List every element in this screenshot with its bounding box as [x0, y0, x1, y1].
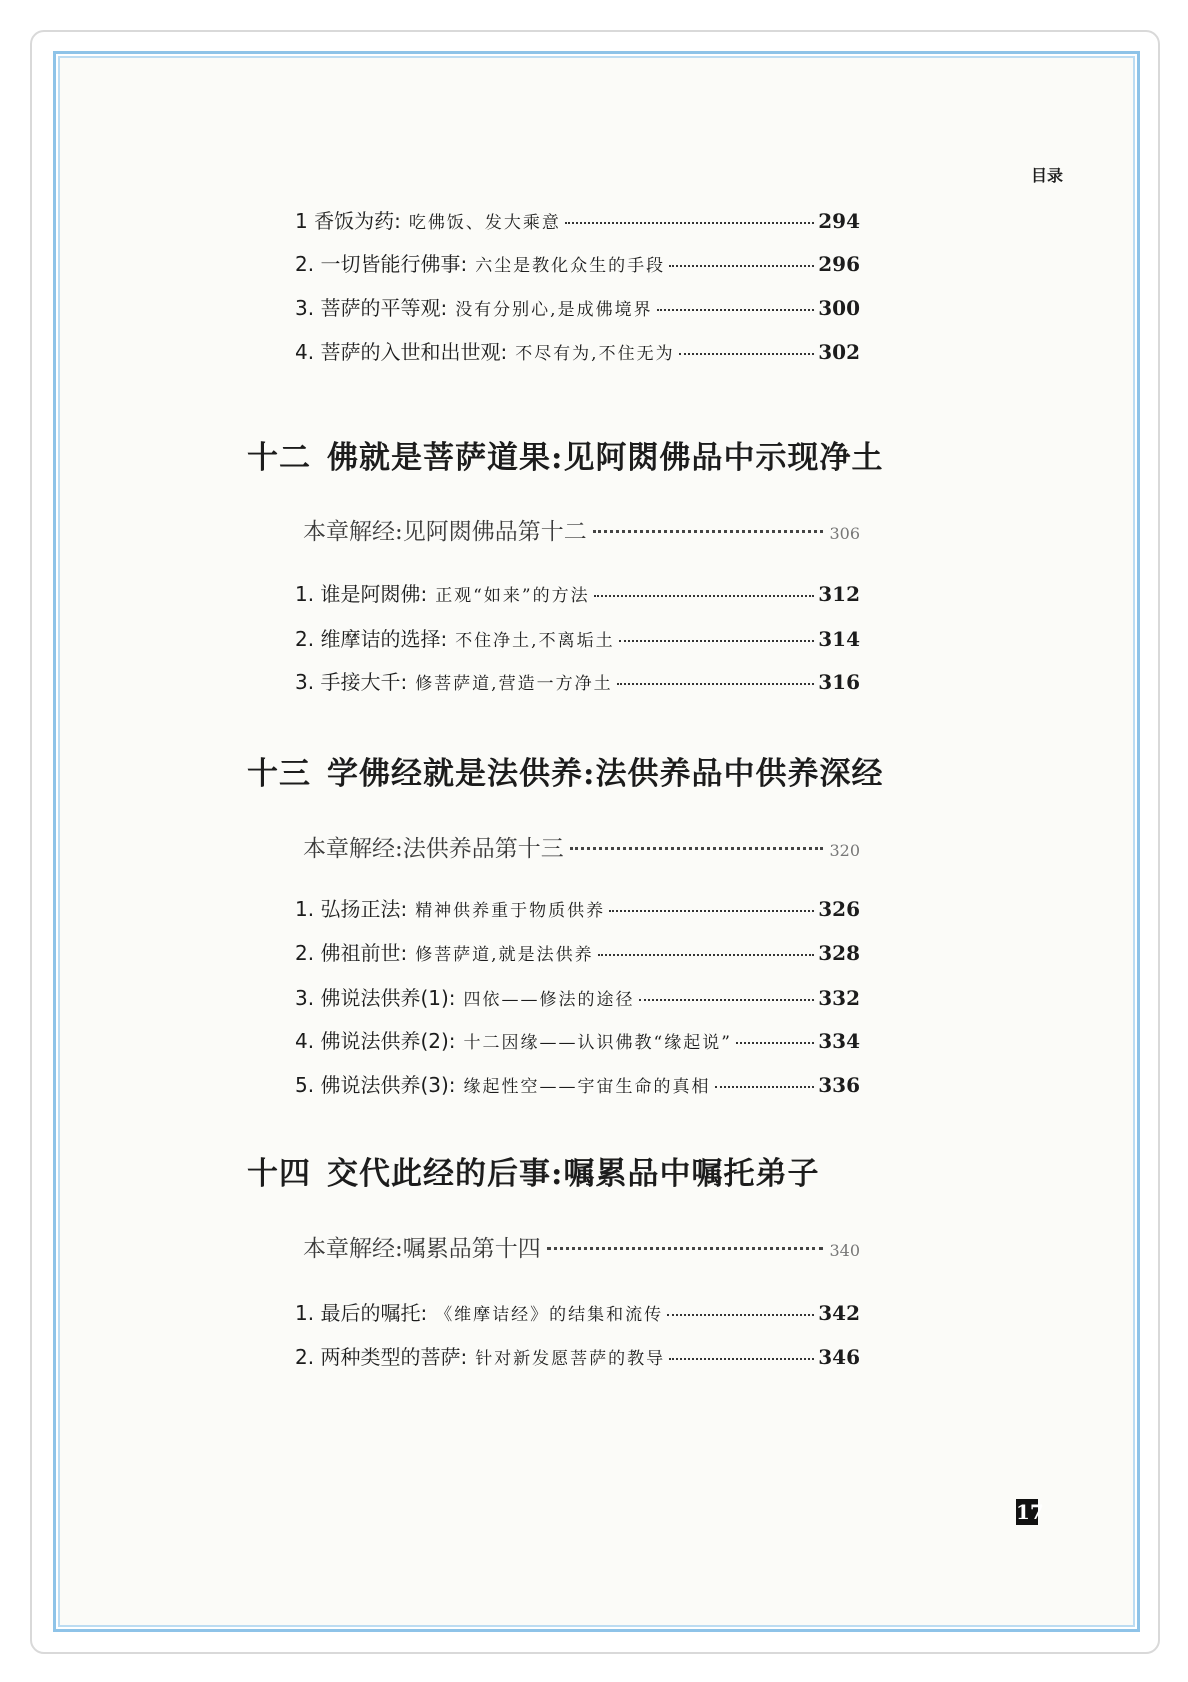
entry-desc: 《维摩诘经》的结集和流传	[435, 1305, 664, 1325]
entry-page: 342	[818, 1301, 860, 1325]
dot-leader	[667, 1300, 814, 1316]
chapter-title: 佛就是菩萨道果:见阿閦佛品中示现净土	[327, 440, 884, 476]
intro-page: 306	[829, 524, 860, 543]
intro-label: 本章解经:见阿閦佛品第十二	[303, 519, 587, 545]
entry-title: 1. 弘扬正法:	[295, 897, 408, 921]
entry-title: 4. 菩萨的入世和出世观:	[295, 340, 508, 364]
entry-title: 1. 谁是阿閦佛:	[295, 582, 428, 606]
toc-entry[interactable]	[295, 578, 860, 608]
intro-page: 320	[829, 841, 860, 860]
toc-entry[interactable]	[295, 982, 860, 1012]
toc-entry[interactable]	[295, 893, 860, 923]
entry-desc: 不住净土,不离垢土	[455, 631, 615, 651]
entry-desc: 六尘是教化众生的手段	[475, 256, 666, 276]
dot-leader	[669, 251, 814, 267]
entry-desc: 没有分别心,是成佛境界	[455, 300, 653, 320]
entry-desc: 不尽有为,不住无为	[515, 344, 675, 364]
page-number: 17	[1016, 1500, 1044, 1524]
entry-page: 346	[818, 1345, 860, 1369]
entry-title: 2. 一切皆能行佛事:	[295, 252, 468, 276]
chapter-heading[interactable]	[247, 748, 883, 793]
chapter-heading[interactable]	[247, 432, 883, 477]
dot-leader	[547, 1233, 824, 1250]
toc-entry[interactable]	[295, 336, 860, 366]
dot-leader	[609, 896, 814, 912]
dot-leader	[715, 1072, 815, 1088]
entry-page: 326	[818, 897, 860, 921]
toc-entry[interactable]	[295, 1341, 860, 1371]
entry-page: 332	[818, 986, 860, 1010]
entry-page: 302	[818, 340, 860, 364]
toc-entry[interactable]	[295, 1069, 860, 1099]
entry-title: 1. 最后的嘱托:	[295, 1301, 428, 1325]
chapter-title: 交代此经的后事:嘱累品中嘱托弟子	[327, 1156, 820, 1192]
entry-page: 314	[818, 627, 860, 651]
entry-desc: 正观“如来”的方法	[435, 586, 590, 606]
entry-title: 2. 两种类型的菩萨:	[295, 1345, 468, 1369]
dot-leader	[736, 1028, 814, 1044]
chapter-title: 学佛经就是法供养:法供养品中供养深经	[327, 756, 884, 792]
dot-leader	[593, 516, 824, 533]
toc-entry[interactable]	[295, 1297, 860, 1327]
dot-leader	[619, 626, 815, 642]
toc-entry[interactable]	[295, 205, 860, 235]
chapter-intro-entry[interactable]	[303, 1230, 860, 1266]
entry-title: 3. 佛说法供养(1):	[295, 986, 456, 1010]
entry-desc: 修菩萨道,就是法供养	[415, 945, 594, 965]
toc-entry[interactable]	[295, 1025, 860, 1055]
toc-entry[interactable]	[295, 666, 860, 696]
dot-leader	[679, 339, 815, 355]
dot-leader	[657, 295, 815, 311]
entry-desc: 修菩萨道,营造一方净土	[415, 674, 613, 694]
entry-page: 294	[818, 209, 860, 233]
dot-leader	[570, 833, 824, 850]
toc-entry[interactable]	[295, 937, 860, 967]
entry-title: 4. 佛说法供养(2):	[295, 1029, 456, 1053]
entry-title: 3. 手接大千:	[295, 670, 408, 694]
chapter-number: 十三	[247, 756, 311, 792]
running-head: 目录	[1030, 166, 1063, 185]
entry-title: 5. 佛说法供养(3):	[295, 1073, 456, 1097]
entry-page: 328	[818, 941, 860, 965]
entry-desc: 吃佛饭、发大乘意	[408, 213, 561, 233]
entry-page: 334	[818, 1029, 860, 1053]
toc-entry[interactable]	[295, 248, 860, 278]
intro-label: 本章解经:法供养品第十三	[303, 836, 564, 862]
chapter-intro-entry[interactable]	[303, 513, 860, 549]
entry-desc: 四依——修法的途径	[463, 990, 635, 1010]
entry-page: 316	[818, 670, 860, 694]
entry-desc: 十二因缘——认识佛教“缘起说”	[463, 1033, 732, 1053]
chapter-intro-entry[interactable]	[303, 830, 860, 866]
entry-title: 3. 菩萨的平等观:	[295, 296, 448, 320]
entry-page: 312	[818, 582, 860, 606]
chapter-number: 十二	[247, 440, 311, 476]
entry-title: 1 香饭为药:	[295, 209, 401, 233]
dot-leader	[565, 208, 814, 224]
dot-leader	[639, 985, 815, 1001]
chapter-number: 十四	[247, 1156, 311, 1192]
toc-entry[interactable]	[295, 623, 860, 653]
dot-leader	[598, 940, 815, 956]
dot-leader	[669, 1344, 814, 1360]
toc-entry[interactable]	[295, 292, 860, 322]
entry-page: 336	[818, 1073, 860, 1097]
dot-leader	[617, 669, 815, 685]
entry-desc: 针对新发愿菩萨的教导	[475, 1349, 666, 1369]
entry-desc: 精神供养重于物质供养	[415, 901, 606, 921]
dot-leader	[594, 581, 815, 597]
intro-page: 340	[829, 1241, 860, 1260]
entry-page: 300	[818, 296, 860, 320]
intro-label: 本章解经:嘱累品第十四	[303, 1236, 541, 1262]
entry-desc: 缘起性空——宇宙生命的真相	[463, 1077, 711, 1097]
entry-title: 2. 佛祖前世:	[295, 941, 408, 965]
entry-title: 2. 维摩诘的选择:	[295, 627, 448, 651]
entry-page: 296	[818, 252, 860, 276]
chapter-heading[interactable]	[247, 1148, 819, 1193]
